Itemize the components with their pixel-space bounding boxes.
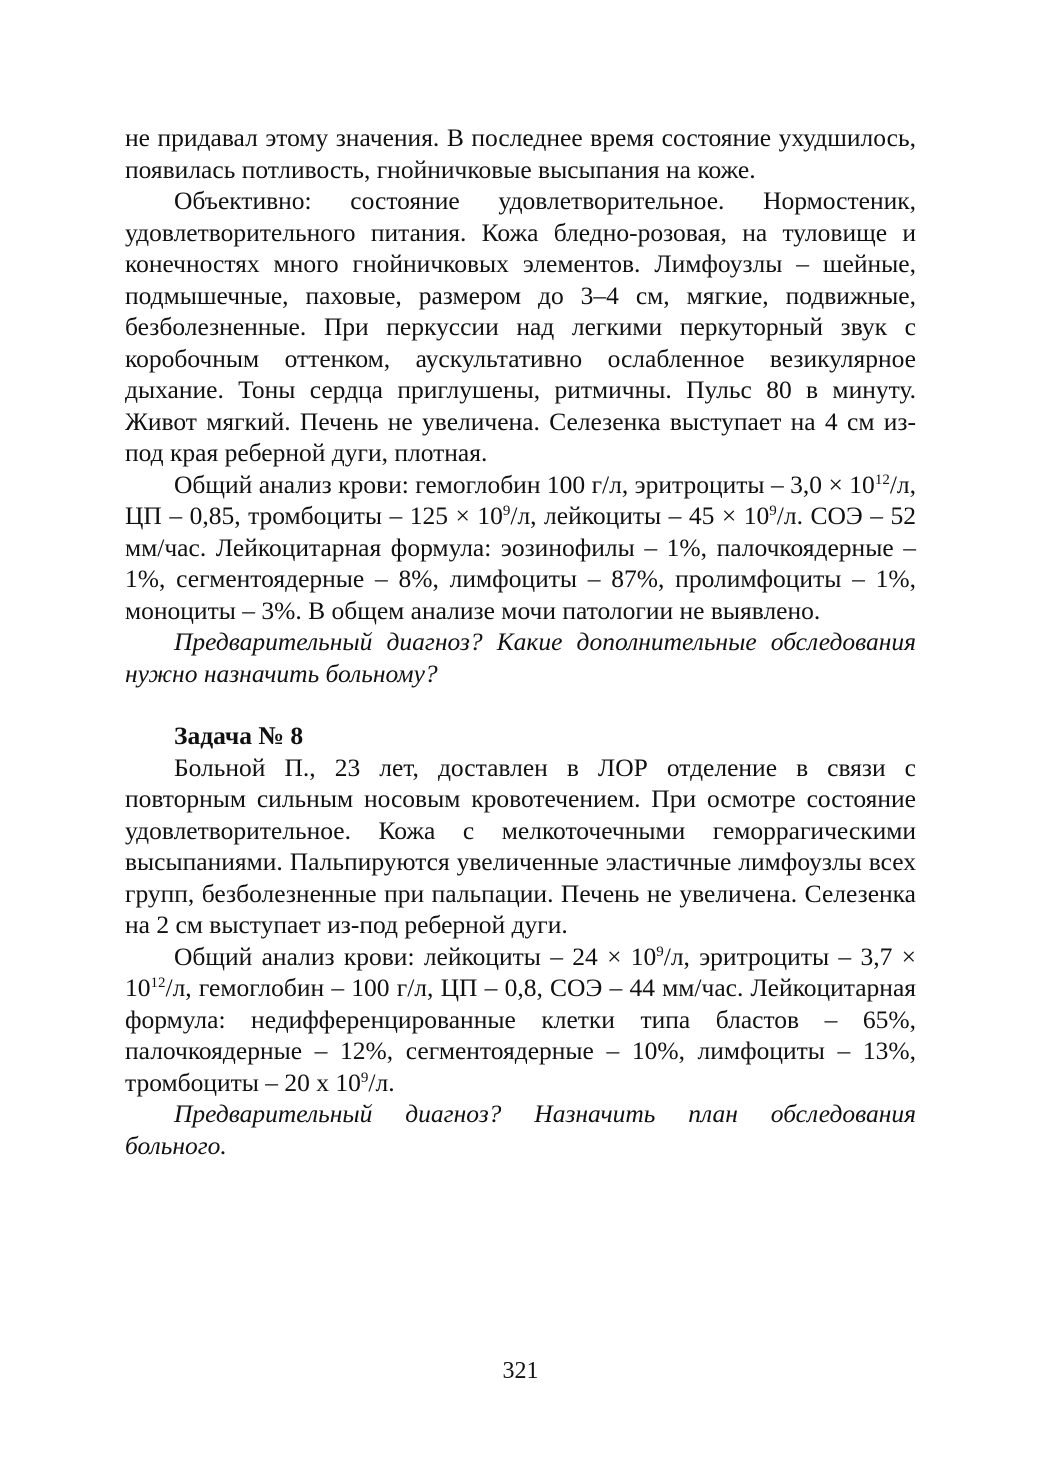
superscript: 9 (769, 503, 777, 519)
superscript: 9 (502, 503, 511, 519)
blood-text: Общий анализ крови: лейкоциты – 24 × 10 (174, 941, 657, 971)
paragraph-blood-test (125, 469, 916, 627)
task-heading: Задача № 8 (174, 721, 304, 750)
page-number: 321 (502, 1358, 539, 1384)
paragraph-objective: Объективно: состояние удовлетворительное. Нормостеник, удовлетворительного питания. Кожа бледно-розовая, на туловище и конечностях много гнойничковых элементов. Лимфоузлы – шейные, подмышечные, паховые, размером до 3–4 см, мягкие, подвижные, безболезненные. При перкуссии над легкими перкуторный звук с коробочным оттенком, аускультативно ослабленное везикулярное дыхание. Тоны сердца приглушены, ритмичны. Пульс 80 в минуту. Живот мягкий. Печень не увеличена. Селезенка выступает на 4 см из-под края реберной дуги, плотная. (125, 186, 916, 467)
blood-text: Общий анализ крови: гемоглобин 100 г/л, эритроциты – 3,0 × 10 (174, 469, 875, 499)
superscript: 9 (360, 1069, 369, 1086)
blood-text: /л. (368, 1067, 395, 1097)
paragraph-question: Предварительный диагноз? Назначить план обследования больного. (125, 1099, 916, 1160)
blood-text: /л, ЦП – 0,85, тромбоциты – 125 × 10 (125, 469, 916, 530)
superscript: 12 (874, 471, 890, 488)
blood-text: /л, гемоглобин – 100 г/л, ЦП – 0,8, СОЭ – 44 мм/час. Лейкоцитарная формула: недифференцированные клетки типа бластов – 65%, палочкоядерные – 12%, сегментоядерные – 10%, лимфоциты – 13%, тромбоциты – 20 х 10 (125, 973, 916, 1097)
superscript: 9 (656, 943, 664, 960)
paragraph-question: Предварительный диагноз? Какие дополнительные обследования нужно назначить больному? (125, 627, 916, 688)
superscript: 12 (150, 975, 166, 991)
paragraph-blood-test (125, 941, 916, 1099)
page-body (125, 122, 916, 1161)
paragraph-continuation: не придавал этому значения. В последнее время состояние ухудшилось, появилась потливость, гнойничковые высыпания на коже. (125, 123, 916, 184)
section-gap (125, 689, 916, 720)
blood-text: /л. СОЭ – 52 мм/час. Лейкоцитарная формула: эозинофилы – 1%, палочкоядерные – 1%, сегментоядерные – 8%, лимфоциты – 87%, пролимфоциты – 1%, моноциты – 3%. В общем анализе мочи патологии не выявлено. (125, 501, 916, 625)
paragraph-task-description: Больной П., 23 лет, доставлен в ЛОР отделение в связи с повторным сильным носовым кровотечением. При осмотре состояние удовлетворительное. Кожа с мелкоточечными геморрагическими высыпаниями. Пальпируются увеличенные эластичные лимфоузлы всех групп, безболезненные при пальпации. Печень не увеличена. Селезенка на 2 см выступает из-под реберной дуги. (125, 752, 916, 939)
blood-text: /л, лейкоциты – 45 × 10 (510, 501, 770, 530)
blood-text: /л, эритроциты – 3,7 × 10 (125, 941, 916, 1002)
